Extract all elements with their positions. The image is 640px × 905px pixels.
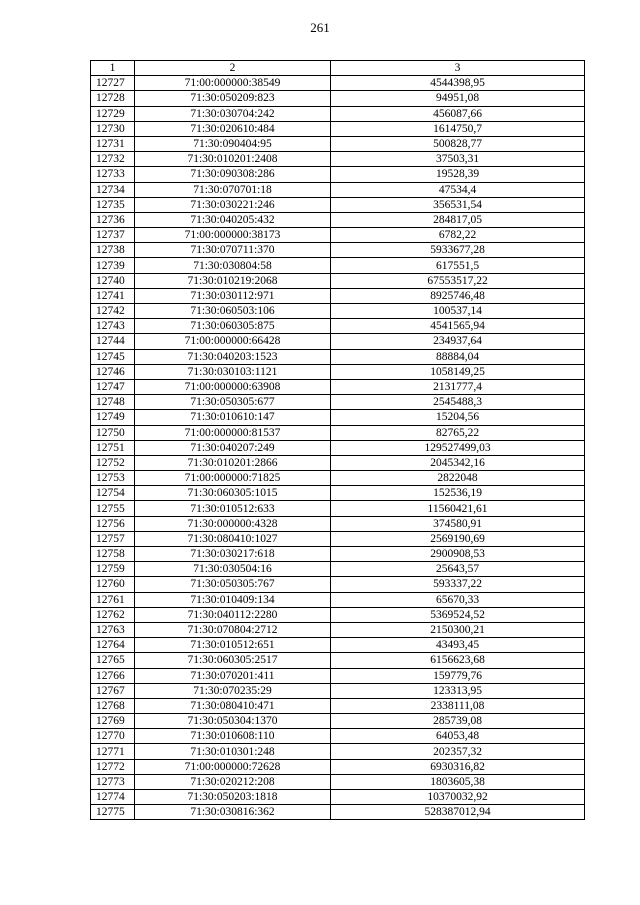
table-row <box>91 805 585 820</box>
cadastral-number-cell: 71:30:060305:875 <box>135 319 331 334</box>
cadastral-number-cell: 71:00:000000:71825 <box>135 471 331 486</box>
row-number-cell: 12760 <box>91 577 135 592</box>
row-number-cell: 12757 <box>91 531 135 546</box>
cadastral-number-cell: 71:30:030112:971 <box>135 288 331 303</box>
row-number-cell: 12752 <box>91 455 135 470</box>
row-number-cell: 12766 <box>91 668 135 683</box>
table-row <box>91 516 585 531</box>
table-row <box>91 136 585 151</box>
table-row <box>91 622 585 637</box>
table-row <box>91 790 585 805</box>
cadastral-number-cell: 71:30:070711:370 <box>135 243 331 258</box>
table-row <box>91 91 585 106</box>
table-row <box>91 76 585 91</box>
value-cell: 4541565,94 <box>331 319 585 334</box>
row-number-cell: 12765 <box>91 653 135 668</box>
cadastral-number-cell: 71:30:030217:618 <box>135 547 331 562</box>
cadastral-number-cell: 71:00:000000:72628 <box>135 759 331 774</box>
value-cell: 15204,56 <box>331 410 585 425</box>
value-cell: 6782,22 <box>331 228 585 243</box>
row-number-cell: 12758 <box>91 547 135 562</box>
cadastral-number-cell: 71:30:000000:4328 <box>135 516 331 531</box>
value-cell: 82765,22 <box>331 425 585 440</box>
page-number: 261 <box>310 20 330 35</box>
value-cell: 5369524,52 <box>331 607 585 622</box>
cadastral-number-cell: 71:30:010219:2068 <box>135 273 331 288</box>
value-cell: 67553517,22 <box>331 273 585 288</box>
row-number-cell: 12751 <box>91 440 135 455</box>
value-cell: 1058149,25 <box>331 364 585 379</box>
table-row <box>91 577 585 592</box>
value-cell: 47534,4 <box>331 182 585 197</box>
table-row <box>91 774 585 789</box>
row-number-cell: 12738 <box>91 243 135 258</box>
cadastral-number-cell: 71:30:040112:2280 <box>135 607 331 622</box>
column-header-1: 1 <box>91 61 135 76</box>
table-row <box>91 729 585 744</box>
cadastral-number-cell: 71:30:080410:471 <box>135 698 331 713</box>
value-cell: 2150300,21 <box>331 622 585 637</box>
row-number-cell: 12730 <box>91 121 135 136</box>
row-number-cell: 12773 <box>91 774 135 789</box>
row-number-cell: 12727 <box>91 76 135 91</box>
cadastral-number-cell: 71:30:010512:633 <box>135 501 331 516</box>
cadastral-number-cell: 71:30:050304:1370 <box>135 714 331 729</box>
cadastral-number-cell: 71:30:070804:2712 <box>135 622 331 637</box>
table-row <box>91 683 585 698</box>
row-number-cell: 12731 <box>91 136 135 151</box>
value-cell: 2900908,53 <box>331 547 585 562</box>
table-row <box>91 410 585 425</box>
row-number-cell: 12736 <box>91 212 135 227</box>
row-number-cell: 12749 <box>91 410 135 425</box>
cadastral-number-cell: 71:30:060503:106 <box>135 304 331 319</box>
row-number-cell: 12767 <box>91 683 135 698</box>
value-cell: 129527499,03 <box>331 440 585 455</box>
row-number-cell: 12756 <box>91 516 135 531</box>
table-row <box>91 531 585 546</box>
value-cell: 2545488,3 <box>331 395 585 410</box>
table-row <box>91 334 585 349</box>
cadastral-number-cell: 71:30:020610:484 <box>135 121 331 136</box>
table-row <box>91 106 585 121</box>
cadastral-number-cell: 71:30:090308:286 <box>135 167 331 182</box>
table-row <box>91 243 585 258</box>
value-cell: 37503,31 <box>331 152 585 167</box>
row-number-cell: 12747 <box>91 379 135 394</box>
cadastral-number-cell: 71:30:030704:242 <box>135 106 331 121</box>
value-cell: 4544398,95 <box>331 76 585 91</box>
table-row <box>91 212 585 227</box>
value-cell: 2131777,4 <box>331 379 585 394</box>
table-row <box>91 379 585 394</box>
table-row <box>91 714 585 729</box>
table-row <box>91 395 585 410</box>
table-row <box>91 152 585 167</box>
row-number-cell: 12759 <box>91 562 135 577</box>
row-number-cell: 12762 <box>91 607 135 622</box>
row-number-cell: 12755 <box>91 501 135 516</box>
row-number-cell: 12750 <box>91 425 135 440</box>
table-row <box>91 440 585 455</box>
cadastral-number-cell: 71:30:060305:2517 <box>135 653 331 668</box>
table-row <box>91 486 585 501</box>
table-row <box>91 167 585 182</box>
table-row <box>91 425 585 440</box>
row-number-cell: 12729 <box>91 106 135 121</box>
row-number-cell: 12768 <box>91 698 135 713</box>
value-cell: 11560421,61 <box>331 501 585 516</box>
table-row <box>91 349 585 364</box>
row-number-cell: 12746 <box>91 364 135 379</box>
value-cell: 285739,08 <box>331 714 585 729</box>
row-number-cell: 12748 <box>91 395 135 410</box>
cadastral-number-cell: 71:30:070701:18 <box>135 182 331 197</box>
row-number-cell: 12745 <box>91 349 135 364</box>
table-header-row <box>91 61 585 76</box>
value-cell: 88884,04 <box>331 349 585 364</box>
cadastral-number-cell: 71:30:050209:823 <box>135 91 331 106</box>
value-cell: 2338111,08 <box>331 698 585 713</box>
cadastral-number-cell: 71:30:010610:147 <box>135 410 331 425</box>
cadastral-number-cell: 71:30:010201:2408 <box>135 152 331 167</box>
table-row <box>91 744 585 759</box>
value-cell: 6156623,68 <box>331 653 585 668</box>
value-cell: 2569190,69 <box>331 531 585 546</box>
row-number-cell: 12775 <box>91 805 135 820</box>
table-row <box>91 304 585 319</box>
value-cell: 94951,08 <box>331 91 585 106</box>
table-row <box>91 638 585 653</box>
row-number-cell: 12753 <box>91 471 135 486</box>
column-header-3: 3 <box>331 61 585 76</box>
table-row <box>91 501 585 516</box>
cadastral-number-cell: 71:30:040203:1523 <box>135 349 331 364</box>
row-number-cell: 12774 <box>91 790 135 805</box>
value-cell: 374580,91 <box>331 516 585 531</box>
table-row <box>91 653 585 668</box>
table-row <box>91 455 585 470</box>
cadastral-number-cell: 71:30:080410:1027 <box>135 531 331 546</box>
row-number-cell: 12737 <box>91 228 135 243</box>
cadastral-number-cell: 71:30:050203:1818 <box>135 790 331 805</box>
value-cell: 284817,05 <box>331 212 585 227</box>
value-cell: 2045342,16 <box>331 455 585 470</box>
cadastral-number-cell: 71:30:010409:134 <box>135 592 331 607</box>
cadastral-number-cell: 71:30:040207:249 <box>135 440 331 455</box>
row-number-cell: 12764 <box>91 638 135 653</box>
cadastral-number-cell: 71:30:010512:651 <box>135 638 331 653</box>
row-number-cell: 12754 <box>91 486 135 501</box>
table-row <box>91 668 585 683</box>
value-cell: 234937,64 <box>331 334 585 349</box>
value-cell: 100537,14 <box>331 304 585 319</box>
value-cell: 593337,22 <box>331 577 585 592</box>
cadastral-number-cell: 71:00:000000:81537 <box>135 425 331 440</box>
value-cell: 159779,76 <box>331 668 585 683</box>
value-cell: 456087,66 <box>331 106 585 121</box>
row-number-cell: 12761 <box>91 592 135 607</box>
value-cell: 8925746,48 <box>331 288 585 303</box>
table-row <box>91 319 585 334</box>
cadastral-number-cell: 71:30:060305:1015 <box>135 486 331 501</box>
row-number-cell: 12742 <box>91 304 135 319</box>
value-cell: 6930316,82 <box>331 759 585 774</box>
cadastral-number-cell: 71:00:000000:63908 <box>135 379 331 394</box>
value-cell: 64053,48 <box>331 729 585 744</box>
value-cell: 123313,95 <box>331 683 585 698</box>
cadastral-number-cell: 71:30:020212:208 <box>135 774 331 789</box>
table-row <box>91 607 585 622</box>
row-number-cell: 12740 <box>91 273 135 288</box>
value-cell: 528387012,94 <box>331 805 585 820</box>
table-row <box>91 562 585 577</box>
row-number-cell: 12772 <box>91 759 135 774</box>
value-cell: 617551,5 <box>331 258 585 273</box>
value-cell: 65670,33 <box>331 592 585 607</box>
cadastral-number-cell: 71:00:000000:38173 <box>135 228 331 243</box>
value-cell: 2822048 <box>331 471 585 486</box>
row-number-cell: 12743 <box>91 319 135 334</box>
cadastral-number-cell: 71:30:010301:248 <box>135 744 331 759</box>
cadastral-number-cell: 71:30:030103:1121 <box>135 364 331 379</box>
cadastral-number-cell: 71:30:030221:246 <box>135 197 331 212</box>
table-row <box>91 121 585 136</box>
value-cell: 19528,39 <box>331 167 585 182</box>
table-row <box>91 182 585 197</box>
data-table <box>90 60 585 820</box>
column-header-2: 2 <box>135 61 331 76</box>
cadastral-number-cell: 71:30:030504:16 <box>135 562 331 577</box>
cadastral-number-cell: 71:30:090404:95 <box>135 136 331 151</box>
row-number-cell: 12763 <box>91 622 135 637</box>
table-row <box>91 759 585 774</box>
value-cell: 43493,45 <box>331 638 585 653</box>
cadastral-number-cell: 71:00:000000:38549 <box>135 76 331 91</box>
table-body <box>91 76 585 820</box>
value-cell: 500828,77 <box>331 136 585 151</box>
value-cell: 25643,57 <box>331 562 585 577</box>
row-number-cell: 12771 <box>91 744 135 759</box>
cadastral-number-cell: 71:30:030816:362 <box>135 805 331 820</box>
cadastral-number-cell: 71:30:050305:767 <box>135 577 331 592</box>
value-cell: 1614750,7 <box>331 121 585 136</box>
table-row <box>91 364 585 379</box>
value-cell: 152536,19 <box>331 486 585 501</box>
row-number-cell: 12734 <box>91 182 135 197</box>
table-row <box>91 228 585 243</box>
table-row <box>91 547 585 562</box>
cadastral-number-cell: 71:30:070201:411 <box>135 668 331 683</box>
value-cell: 10370032,92 <box>331 790 585 805</box>
row-number-cell: 12732 <box>91 152 135 167</box>
value-cell: 5933677,28 <box>331 243 585 258</box>
cadastral-number-cell: 71:30:030804:58 <box>135 258 331 273</box>
cadastral-number-cell: 71:30:010608:110 <box>135 729 331 744</box>
value-cell: 1803605,38 <box>331 774 585 789</box>
table-row <box>91 471 585 486</box>
table-row <box>91 273 585 288</box>
table-row <box>91 258 585 273</box>
row-number-cell: 12739 <box>91 258 135 273</box>
row-number-cell: 12735 <box>91 197 135 212</box>
cadastral-number-cell: 71:00:000000:66428 <box>135 334 331 349</box>
value-cell: 202357,32 <box>331 744 585 759</box>
table-row <box>91 698 585 713</box>
row-number-cell: 12733 <box>91 167 135 182</box>
row-number-cell: 12744 <box>91 334 135 349</box>
table-row <box>91 592 585 607</box>
cadastral-number-cell: 71:30:070235:29 <box>135 683 331 698</box>
cadastral-number-cell: 71:30:010201:2866 <box>135 455 331 470</box>
row-number-cell: 12728 <box>91 91 135 106</box>
value-cell: 356531,54 <box>331 197 585 212</box>
cadastral-number-cell: 71:30:050305:677 <box>135 395 331 410</box>
row-number-cell: 12770 <box>91 729 135 744</box>
table-row <box>91 197 585 212</box>
row-number-cell: 12769 <box>91 714 135 729</box>
row-number-cell: 12741 <box>91 288 135 303</box>
table-row <box>91 288 585 303</box>
cadastral-number-cell: 71:30:040205:432 <box>135 212 331 227</box>
